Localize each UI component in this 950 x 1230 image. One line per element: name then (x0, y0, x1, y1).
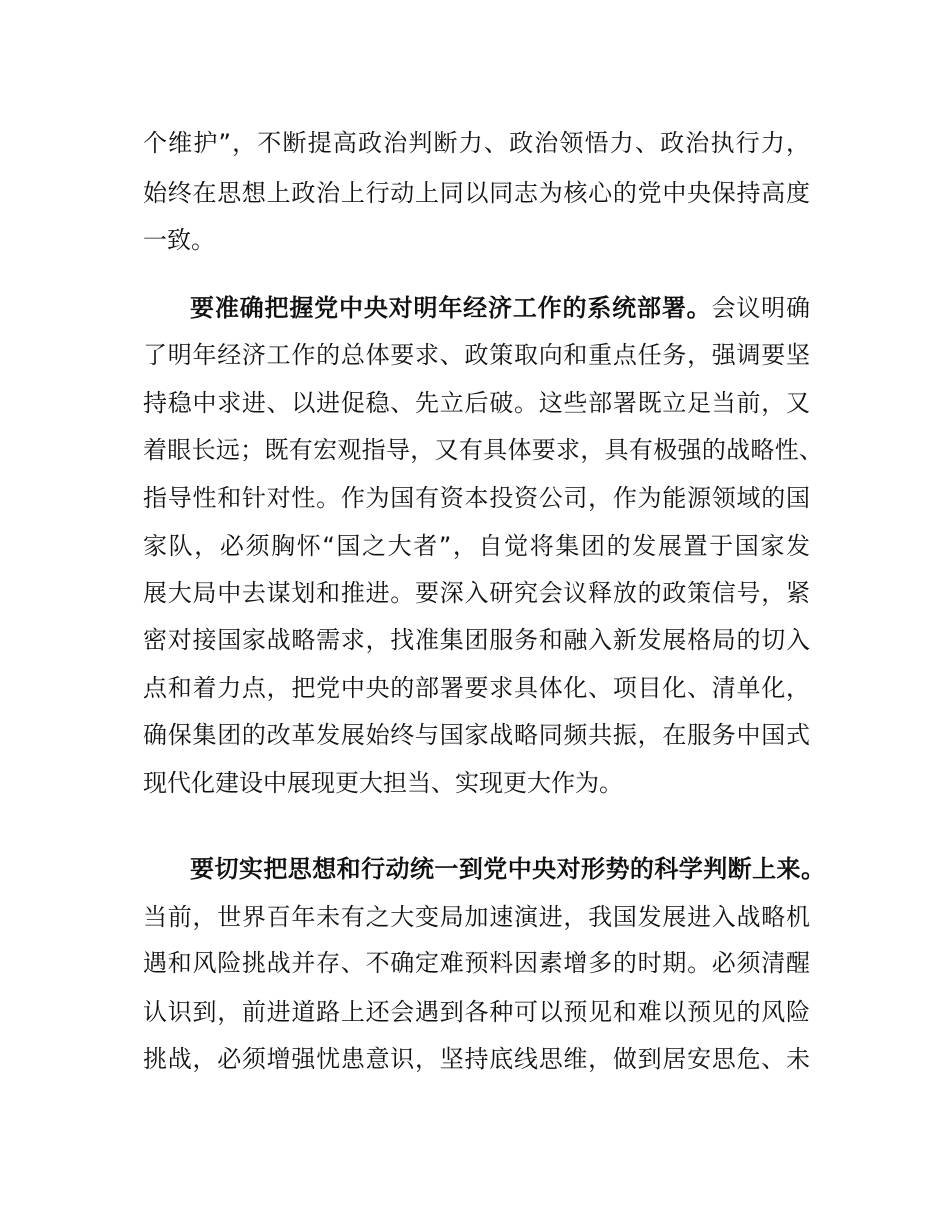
text-line: 遇和风险挑战并存、不确定难预料因素增多的时期。必须清醒 (143, 949, 810, 977)
text-line: 点和着力点，把党中央的部署要求具体化、项目化、清单化， (143, 674, 810, 702)
text-line: 指导性和针对性。作为国有资本投资公司，作为能源领域的国 (143, 484, 810, 512)
text-line: 个维护”，不断提高政治判断力、政治领悟力、政治执行力， (143, 129, 810, 157)
text-line: 一致。 (143, 226, 215, 254)
text-line: 当前，世界百年未有之大变局加速演进，我国发展进入战略机 (143, 903, 810, 931)
text-line: 家队，必须胸怀“国之大者”，自觉将集团的发展置于国家发 (143, 532, 810, 560)
text-line: 现代化建设中展现更大担当、实现更大作为。 (143, 769, 623, 797)
paragraph-heading: 要切实把思想和行动统一到党中央对形势的科学判断上来。 (190, 855, 825, 883)
paragraph-heading: 要准确把握党中央对明年经济工作的系统部署。 (190, 294, 712, 322)
text-line: 了明年经济工作的总体要求、政策取向和重点任务，强调要坚 (143, 341, 810, 369)
text-span: 会议明确 (711, 294, 810, 322)
text-line: 始终在思想上政治上行动上同以同志为核心的党中央保持高度 (143, 179, 810, 207)
text-line: 确保集团的改革发展始终与国家战略同频共振，在服务中国式 (143, 721, 810, 749)
text-line: 密对接国家战略需求，找准集团服务和融入新发展格局的切入 (143, 626, 810, 654)
text-line (190, 291, 810, 325)
text-line: 持稳中求进、以进促稳、先立后破。这些部署既立足当前，又 (143, 389, 810, 417)
text-line (190, 852, 825, 886)
text-line: 挑战，必须增强忧患意识，坚持底线思维，做到居安思危、未 (143, 1045, 810, 1073)
text-line: 展大局中去谋划和推进。要深入研究会议释放的政策信号，紧 (143, 579, 810, 607)
text-line: 着眼长远；既有宏观指导，又有具体要求，具有极强的战略性、 (143, 436, 823, 464)
text-line: 认识到，前进道路上还会遇到各种可以预见和难以预见的风险 (143, 998, 810, 1026)
